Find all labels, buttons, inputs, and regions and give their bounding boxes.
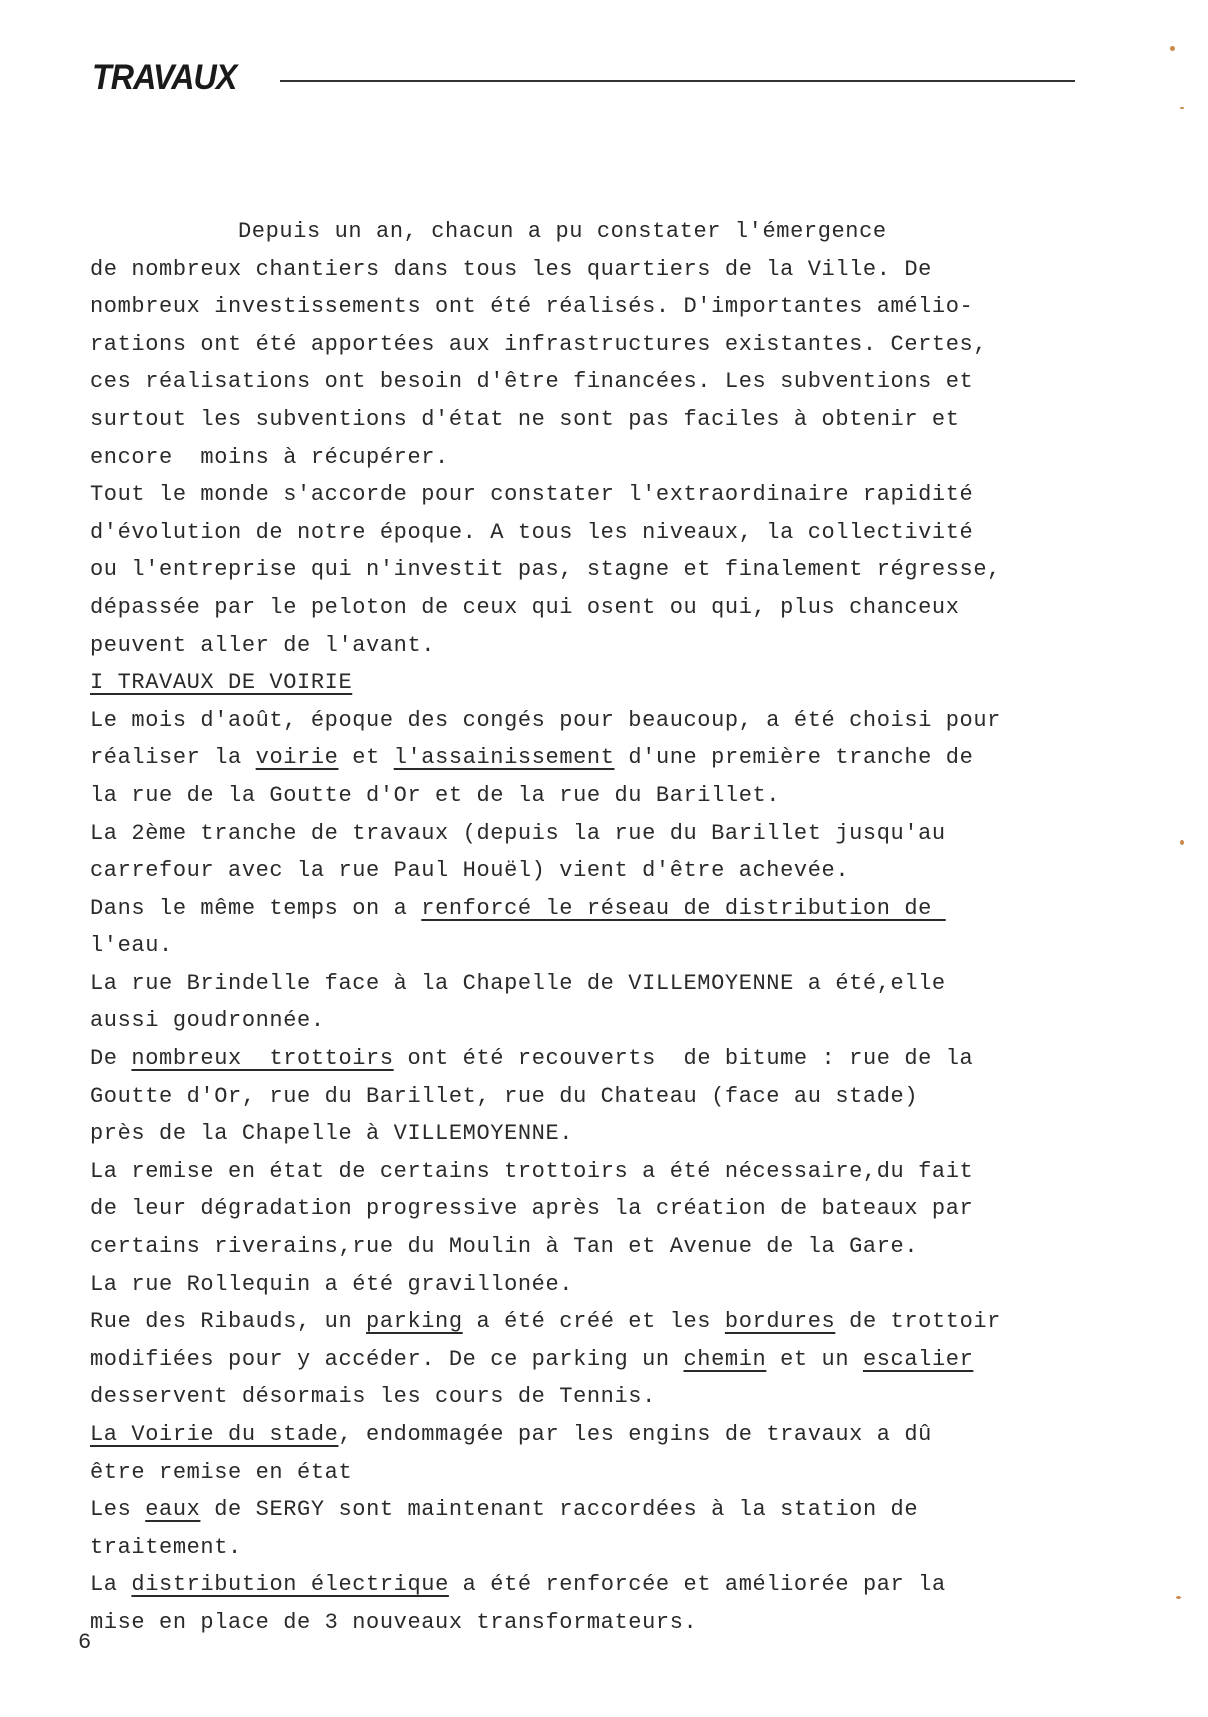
text-segment: traitement. bbox=[90, 1534, 242, 1560]
text-line bbox=[90, 702, 1090, 740]
text-line bbox=[90, 1153, 1090, 1191]
underlined-text: escalier bbox=[862, 1346, 974, 1372]
text-segment: être remise en état bbox=[90, 1459, 353, 1485]
article-body bbox=[90, 213, 1090, 1642]
text-segment: Depuis un an, chacun a pu constater l'émergence bbox=[238, 219, 887, 244]
text-line bbox=[90, 1303, 1090, 1341]
text-line bbox=[90, 777, 1090, 815]
text-line bbox=[90, 815, 1090, 853]
text-segment: La bbox=[90, 1572, 132, 1598]
text-segment: nombreux investissements ont été réalisés. D'importantes amélio- bbox=[90, 294, 974, 320]
text-line bbox=[90, 326, 1090, 364]
paper-speck bbox=[1176, 1596, 1181, 1599]
text-line bbox=[90, 739, 1090, 777]
text-segment: a été renforcée et améliorée par la bbox=[448, 1572, 946, 1598]
text-segment: Les bbox=[90, 1497, 146, 1523]
underlined-text: La Voirie du stade bbox=[90, 1422, 339, 1447]
text-line bbox=[90, 1566, 1090, 1604]
text-segment: modifiées pour y accéder. De ce parking un bbox=[90, 1346, 684, 1372]
text-segment: de SERGY sont maintenant raccordées à la station de bbox=[200, 1497, 919, 1523]
text-segment: Goutte d'Or, rue du Barillet, rue du Chateau (face au stade) bbox=[90, 1083, 919, 1109]
paper-speck bbox=[1180, 840, 1184, 845]
text-segment: rations ont été apportées aux infrastructures existantes. Certes, bbox=[90, 331, 988, 357]
text-segment: mise en place de 3 nouveaux transformateurs. bbox=[90, 1609, 698, 1635]
text-segment: La rue Brindelle face à la Chapelle de VILLEMOYENNE a été,elle bbox=[90, 970, 946, 996]
text-segment: Le mois d'août, époque des congés pour beaucoup, a été choisi pour bbox=[90, 707, 1001, 733]
text-line bbox=[90, 213, 1090, 251]
text-segment: encore moins à récupérer. bbox=[90, 444, 449, 470]
text-line bbox=[90, 551, 1090, 589]
text-segment: d'évolution de notre époque. A tous les niveaux, la collectivité bbox=[90, 519, 974, 545]
text-line bbox=[90, 1604, 1090, 1642]
paper-speck bbox=[1170, 46, 1175, 51]
text-line bbox=[90, 1190, 1090, 1228]
text-line bbox=[90, 1002, 1090, 1040]
text-segment: ont été recouverts de bitume : rue de la bbox=[393, 1046, 974, 1072]
paper-speck bbox=[1180, 107, 1184, 109]
text-line bbox=[90, 852, 1090, 890]
text-segment: desservent désormais les cours de Tennis. bbox=[90, 1384, 656, 1410]
text-segment: la rue de la Goutte d'Or et de la rue du Barillet. bbox=[90, 782, 781, 808]
text-segment: De bbox=[90, 1046, 132, 1072]
text-line bbox=[90, 627, 1090, 665]
underlined-text: eaux bbox=[145, 1497, 201, 1523]
text-segment: ces réalisations ont besoin d'être financées. Les subventions et bbox=[90, 369, 974, 395]
text-segment: de leur dégradation progressive après la création de bateaux par bbox=[90, 1196, 974, 1222]
text-segment: réaliser la bbox=[90, 745, 256, 771]
page-header bbox=[92, 58, 1082, 108]
text-segment: l'eau. bbox=[90, 933, 173, 959]
text-segment: Dans le même temps on a bbox=[90, 895, 422, 921]
text-segment: de nombreux chantiers dans tous les quartiers de la Ville. De bbox=[90, 256, 932, 282]
text-line bbox=[90, 890, 1090, 928]
text-segment: dépassée par le peloton de ceux qui osent ou qui, plus chanceux bbox=[90, 594, 960, 620]
text-segment: Tout le monde s'accorde pour constater l'extraordinaire rapidité bbox=[90, 482, 974, 508]
text-segment: La rue Rollequin a été gravillonée. bbox=[90, 1271, 574, 1297]
text-segment: La 2ème tranche de travaux (depuis la rue du Barillet jusqu'au bbox=[90, 820, 946, 846]
text-line bbox=[90, 664, 1090, 702]
text-line bbox=[90, 1378, 1090, 1416]
text-segment: et un bbox=[766, 1346, 863, 1372]
text-segment: surtout les subventions d'état ne sont pas faciles à obtenir et bbox=[90, 406, 960, 432]
text-line bbox=[90, 439, 1090, 477]
underlined-text: l'assainissement bbox=[393, 745, 615, 771]
underlined-text: voirie bbox=[255, 745, 339, 771]
underlined-text: bordures bbox=[724, 1309, 836, 1335]
text-line bbox=[90, 1078, 1090, 1116]
underlined-text: I TRAVAUX DE VOIRIE bbox=[90, 670, 353, 696]
text-line bbox=[90, 1416, 1090, 1454]
text-line bbox=[90, 251, 1090, 289]
text-segment: carrefour avec la rue Paul Houël) vient d'être achevée. bbox=[90, 858, 850, 884]
underlined-text: renforcé le réseau de distribution de bbox=[421, 895, 946, 921]
text-line bbox=[90, 363, 1090, 401]
text-segment: certains riverains,rue du Moulin à Tan et Avenue de la Gare. bbox=[90, 1234, 919, 1260]
text-segment: près de la Chapelle à VILLEMOYENNE. bbox=[90, 1121, 574, 1147]
text-segment: , endommagée par les engins de travaux a dû bbox=[338, 1422, 932, 1447]
text-line bbox=[90, 965, 1090, 1003]
text-line bbox=[90, 1491, 1090, 1529]
underlined-text: parking bbox=[366, 1309, 463, 1335]
page-number: 6 bbox=[78, 1630, 92, 1655]
text-line bbox=[90, 589, 1090, 627]
text-line bbox=[90, 1341, 1090, 1379]
underlined-text: nombreux trottoirs bbox=[131, 1046, 394, 1072]
text-line bbox=[90, 1454, 1090, 1492]
underlined-text: chemin bbox=[683, 1346, 767, 1372]
text-line bbox=[90, 1115, 1090, 1153]
text-line bbox=[90, 927, 1090, 965]
text-line bbox=[90, 514, 1090, 552]
header-rule bbox=[280, 80, 1075, 82]
text-line bbox=[90, 1266, 1090, 1304]
text-segment: de trottoir bbox=[835, 1309, 1001, 1335]
text-segment: peuvent aller de l'avant. bbox=[90, 632, 436, 658]
text-segment: ou l'entreprise qui n'investit pas, stagne et finalement régresse, bbox=[90, 557, 1001, 583]
section-title: TRAVAUX bbox=[92, 58, 237, 97]
text-segment: Rue des Ribauds, un bbox=[90, 1309, 367, 1335]
text-segment: La remise en état de certains trottoirs a été nécessaire,du fait bbox=[90, 1158, 974, 1184]
text-line bbox=[90, 476, 1090, 514]
text-segment: d'une première tranche de bbox=[614, 745, 974, 771]
text-line bbox=[90, 1228, 1090, 1266]
underlined-text: distribution électrique bbox=[131, 1572, 449, 1598]
text-segment: a été créé et les bbox=[462, 1309, 725, 1335]
text-segment: aussi goudronnée. bbox=[90, 1008, 325, 1034]
text-line bbox=[90, 401, 1090, 439]
text-line bbox=[90, 1529, 1090, 1567]
text-line bbox=[90, 288, 1090, 326]
text-segment: et bbox=[338, 745, 394, 771]
text-line bbox=[90, 1040, 1090, 1078]
